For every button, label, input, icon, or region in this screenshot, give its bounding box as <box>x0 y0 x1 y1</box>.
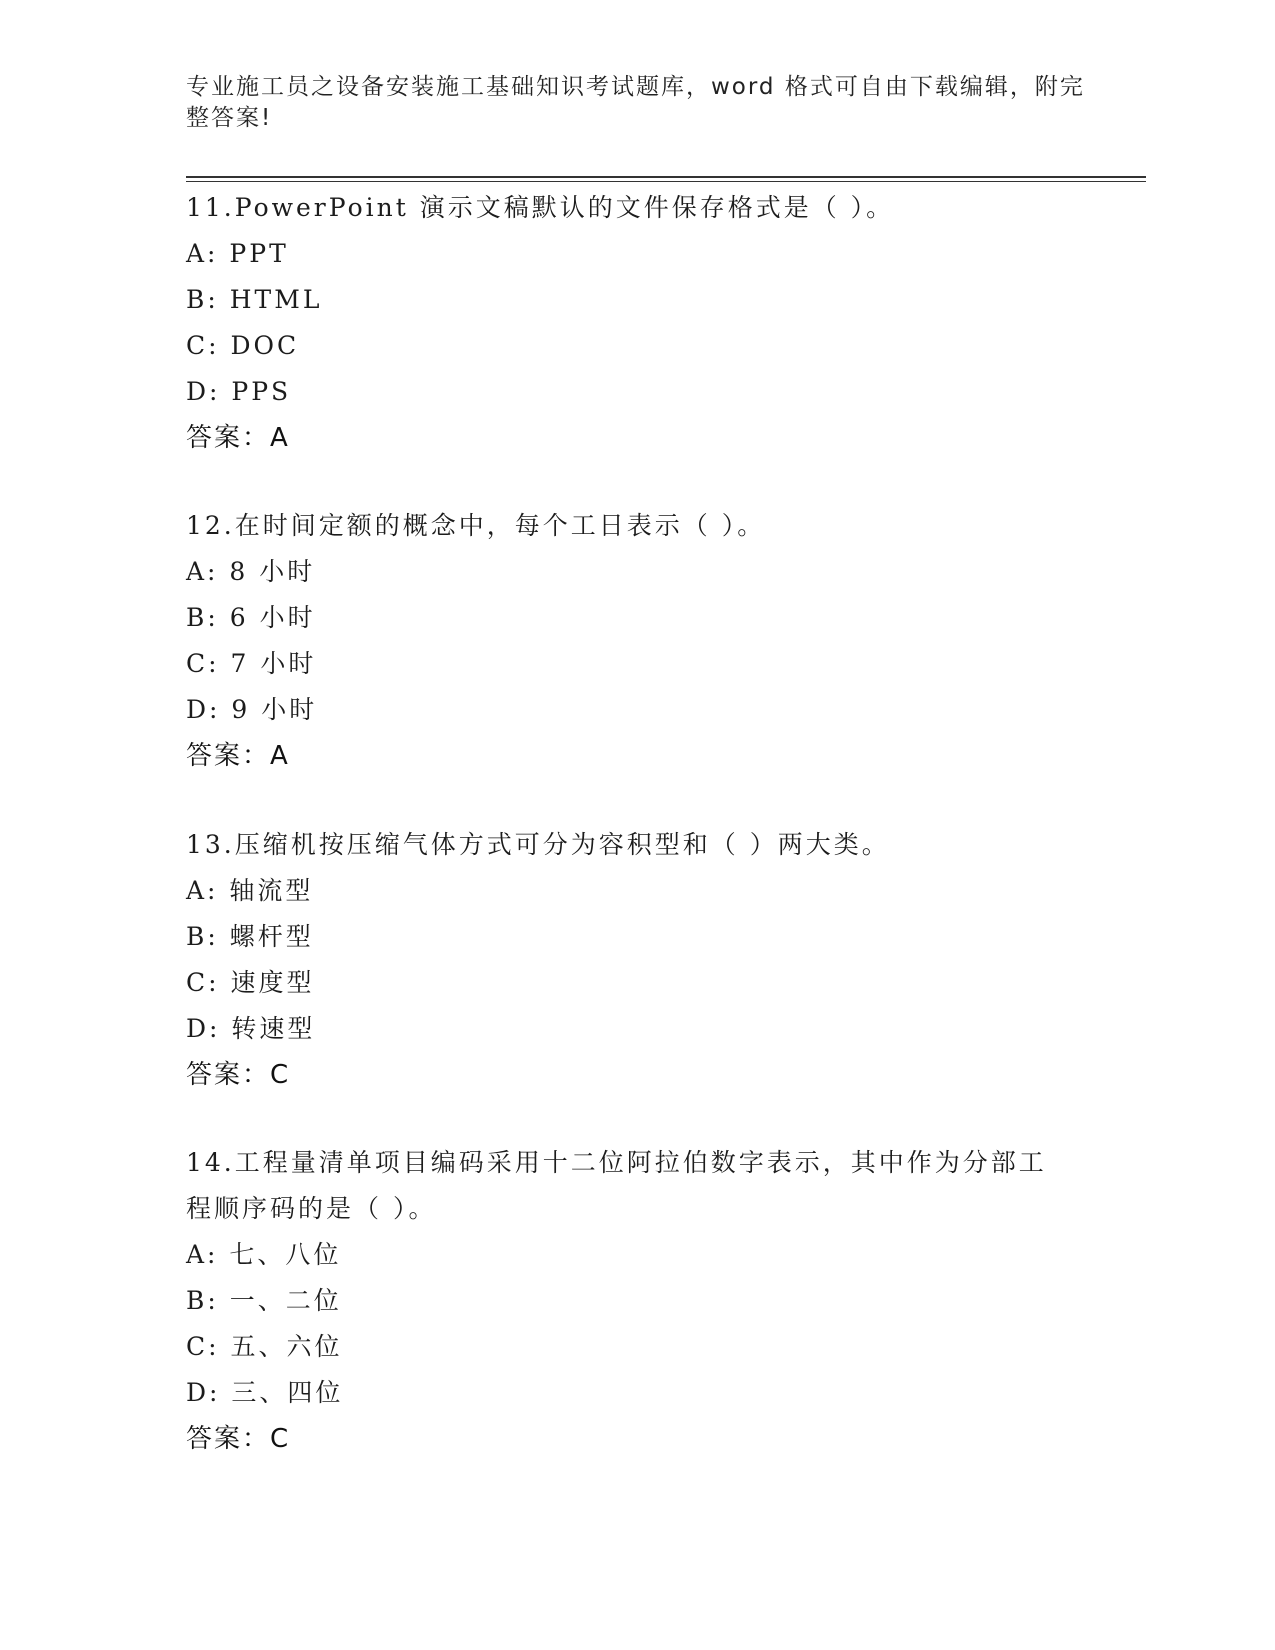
option-a: A: 8 小时 <box>186 557 316 586</box>
header-line-1: 专业施工员之设备安装施工基础知识考试题库，word 格式可自由下载编辑，附完 <box>186 74 1085 100</box>
question-11 <box>186 185 1086 461</box>
option-d: D: 三、四位 <box>186 1378 344 1407</box>
header-divider-thick <box>186 176 1146 178</box>
answer: 答案：A <box>186 423 290 453</box>
answer: 答案：C <box>186 1424 291 1454</box>
document-header <box>186 72 1086 134</box>
question-stem-line-1: 14.工程量清单项目编码采用十二位阿拉伯数字表示，其中作为分部工 <box>186 1148 1047 1177</box>
question-14 <box>186 1140 1086 1462</box>
option-b: B: 一、二位 <box>186 1286 342 1315</box>
header-divider-thin <box>186 181 1146 182</box>
question-12 <box>186 503 1086 779</box>
option-d: D: 9 小时 <box>186 695 318 724</box>
option-c: C: DOC <box>186 331 300 360</box>
header-line-2: 整答案! <box>186 105 273 131</box>
question-13 <box>186 822 1086 1098</box>
option-c: C: 速度型 <box>186 968 315 997</box>
answer: 答案：C <box>186 1060 291 1090</box>
question-stem: 13.压缩机按压缩气体方式可分为容积型和（ ）两大类。 <box>186 830 890 859</box>
option-b: B: HTML <box>186 285 323 314</box>
option-c: C: 7 小时 <box>186 649 317 678</box>
question-stem-line-2: 程顺序码的是（ ）。 <box>186 1194 437 1223</box>
option-a: A: 七、八位 <box>186 1240 342 1269</box>
option-a: A: PPT <box>186 239 289 268</box>
option-b: B: 螺杆型 <box>186 922 314 951</box>
option-d: D: PPS <box>186 377 292 406</box>
option-d: D: 转速型 <box>186 1014 316 1043</box>
option-c: C: 五、六位 <box>186 1332 343 1361</box>
question-stem: 11.PowerPoint 演示文稿默认的文件保存格式是（ ）。 <box>186 193 895 222</box>
option-a: A: 轴流型 <box>186 876 314 905</box>
answer: 答案：A <box>186 741 290 771</box>
question-stem: 12.在时间定额的概念中，每个工日表示（ ）。 <box>186 511 766 540</box>
option-b: B: 6 小时 <box>186 603 316 632</box>
